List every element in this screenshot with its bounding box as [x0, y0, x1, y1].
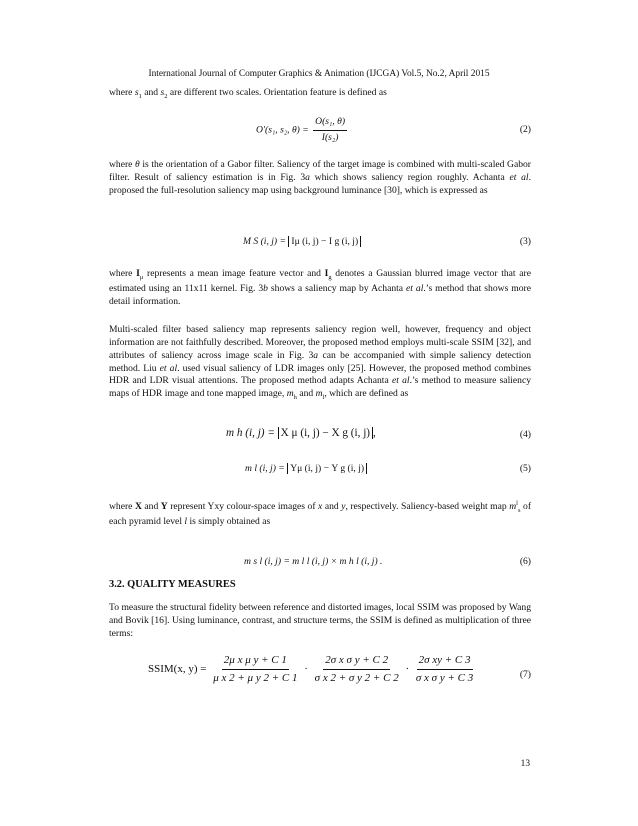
paragraph-5: where X and Y represent Yxy colour-space images of x and y, respectively. Saliency-based weight map $m^l_s$ of each pyramid level l is simply obtained as: [109, 500, 532, 527]
equation-5: m l (i, j) = Yμ (i, j) − Y g (i, j): [245, 463, 367, 476]
equation-2: O′(s₁, s₂, θ) = $\frac{\text{O(s₁, θ)}}{\text{I(s₂)}}$: [256, 116, 346, 143]
equation-number-7: (7): [519, 669, 531, 680]
paragraph-1: where $s_1$ and $s_2$ are different two scales. Orientation feature is defined as: [109, 87, 387, 100]
equation-4: m h (i, j) = X μ (i, j) − X g (i, j) ,: [226, 427, 376, 439]
equation-number-5: (5): [519, 463, 531, 474]
paragraph-4: Multi-scaled filter based saliency map represents saliency region well, however, frequency and object information are not faithfully described. Moreover, the proposed method employs multi-scale SSIM [32], and attributes of saliency across image scale in Fig. 3a can be accompanied with simple saliency detection method. Liu et al. used visual saliency of LDR images only [25]. However, the proposed method combines HDR and LDR visual attentions. The proposed method adapts Achanta et al.’s method to measure saliency maps of HDR image and tone mapped image, $m_h$ and $m_l$, which are defined as: [109, 324, 532, 402]
equation-number-3: (3): [519, 236, 531, 247]
equation-number-2: (2): [519, 124, 531, 135]
equation-number-6: (6): [519, 556, 531, 567]
section-heading: 3.2. QUALITY MEASURES: [109, 579, 236, 590]
eq7-fraction-2: $\frac{\text{2σ x σ y + C 2}}{\text{σ x 2 + σ y 2 + C 2}}$: [314, 654, 399, 684]
paragraph-6: To measure the structural fidelity between reference and distorted images, local SSIM was proposed by Wang and Bovik [16]. Using luminance, contrast, and structure terms, the SSIM is defined as multiplication of three terms:: [109, 602, 531, 639]
equation-6: m s l (i, j) = m l l (i, j) × m h l (i, j) .: [244, 556, 383, 567]
eq2-fraction: $\frac{\text{O(s₁, θ)}}{\text{I(s₂)}}$: [315, 116, 346, 143]
running-header: International Journal of Computer Graphics & Animation (IJCGA) Vol.5, No.2, April 2015: [148, 69, 490, 79]
eq7-fraction-3: $\frac{\text{2σ xy + C 3}}{\text{σ x σ y + C 3}}$: [415, 654, 474, 684]
equation-7: SSIM(x, y) = $\frac{\text{2μ x μ y + C 1}}{\text{μ x 2 + μ y 2 + C 1}}$ · $\frac{\text{2σ x σ y + C 2}}{\text{σ x 2 + σ y 2 + C 2}}$ · $\frac{\text{2σ xy + C 3}}{\text{σ x σ y + C 3}}$: [148, 654, 474, 684]
eq7-fraction-1: $\frac{\text{2μ x μ y + C 1}}{\text{μ x 2 + μ y 2 + C 1}}$: [213, 654, 298, 684]
equation-3: M S (i, j) = Iμ (i, j) − I g (i, j): [243, 236, 361, 249]
paragraph-2: where θ is the orientation of a Gabor filter. Saliency of the target image is combined with multi-scaled Gabor filter. Result of saliency estimation is in Fig. 3a which shows saliency region roughly. Achanta et al. proposed the full-resolution saliency map using background luminance [30], which is expressed as: [109, 159, 531, 196]
equation-number-4: (4): [519, 429, 531, 440]
page-number: 13: [520, 759, 530, 769]
paragraph-3: where $I_\mu$ represents a mean image feature vector and $I_g$ denotes a Gaussian blurred image vector that are estimated using an 11x11 kernel. Fig. 3b shows a saliency map by Achanta et al.’s method that shows more detail information.: [109, 268, 531, 307]
